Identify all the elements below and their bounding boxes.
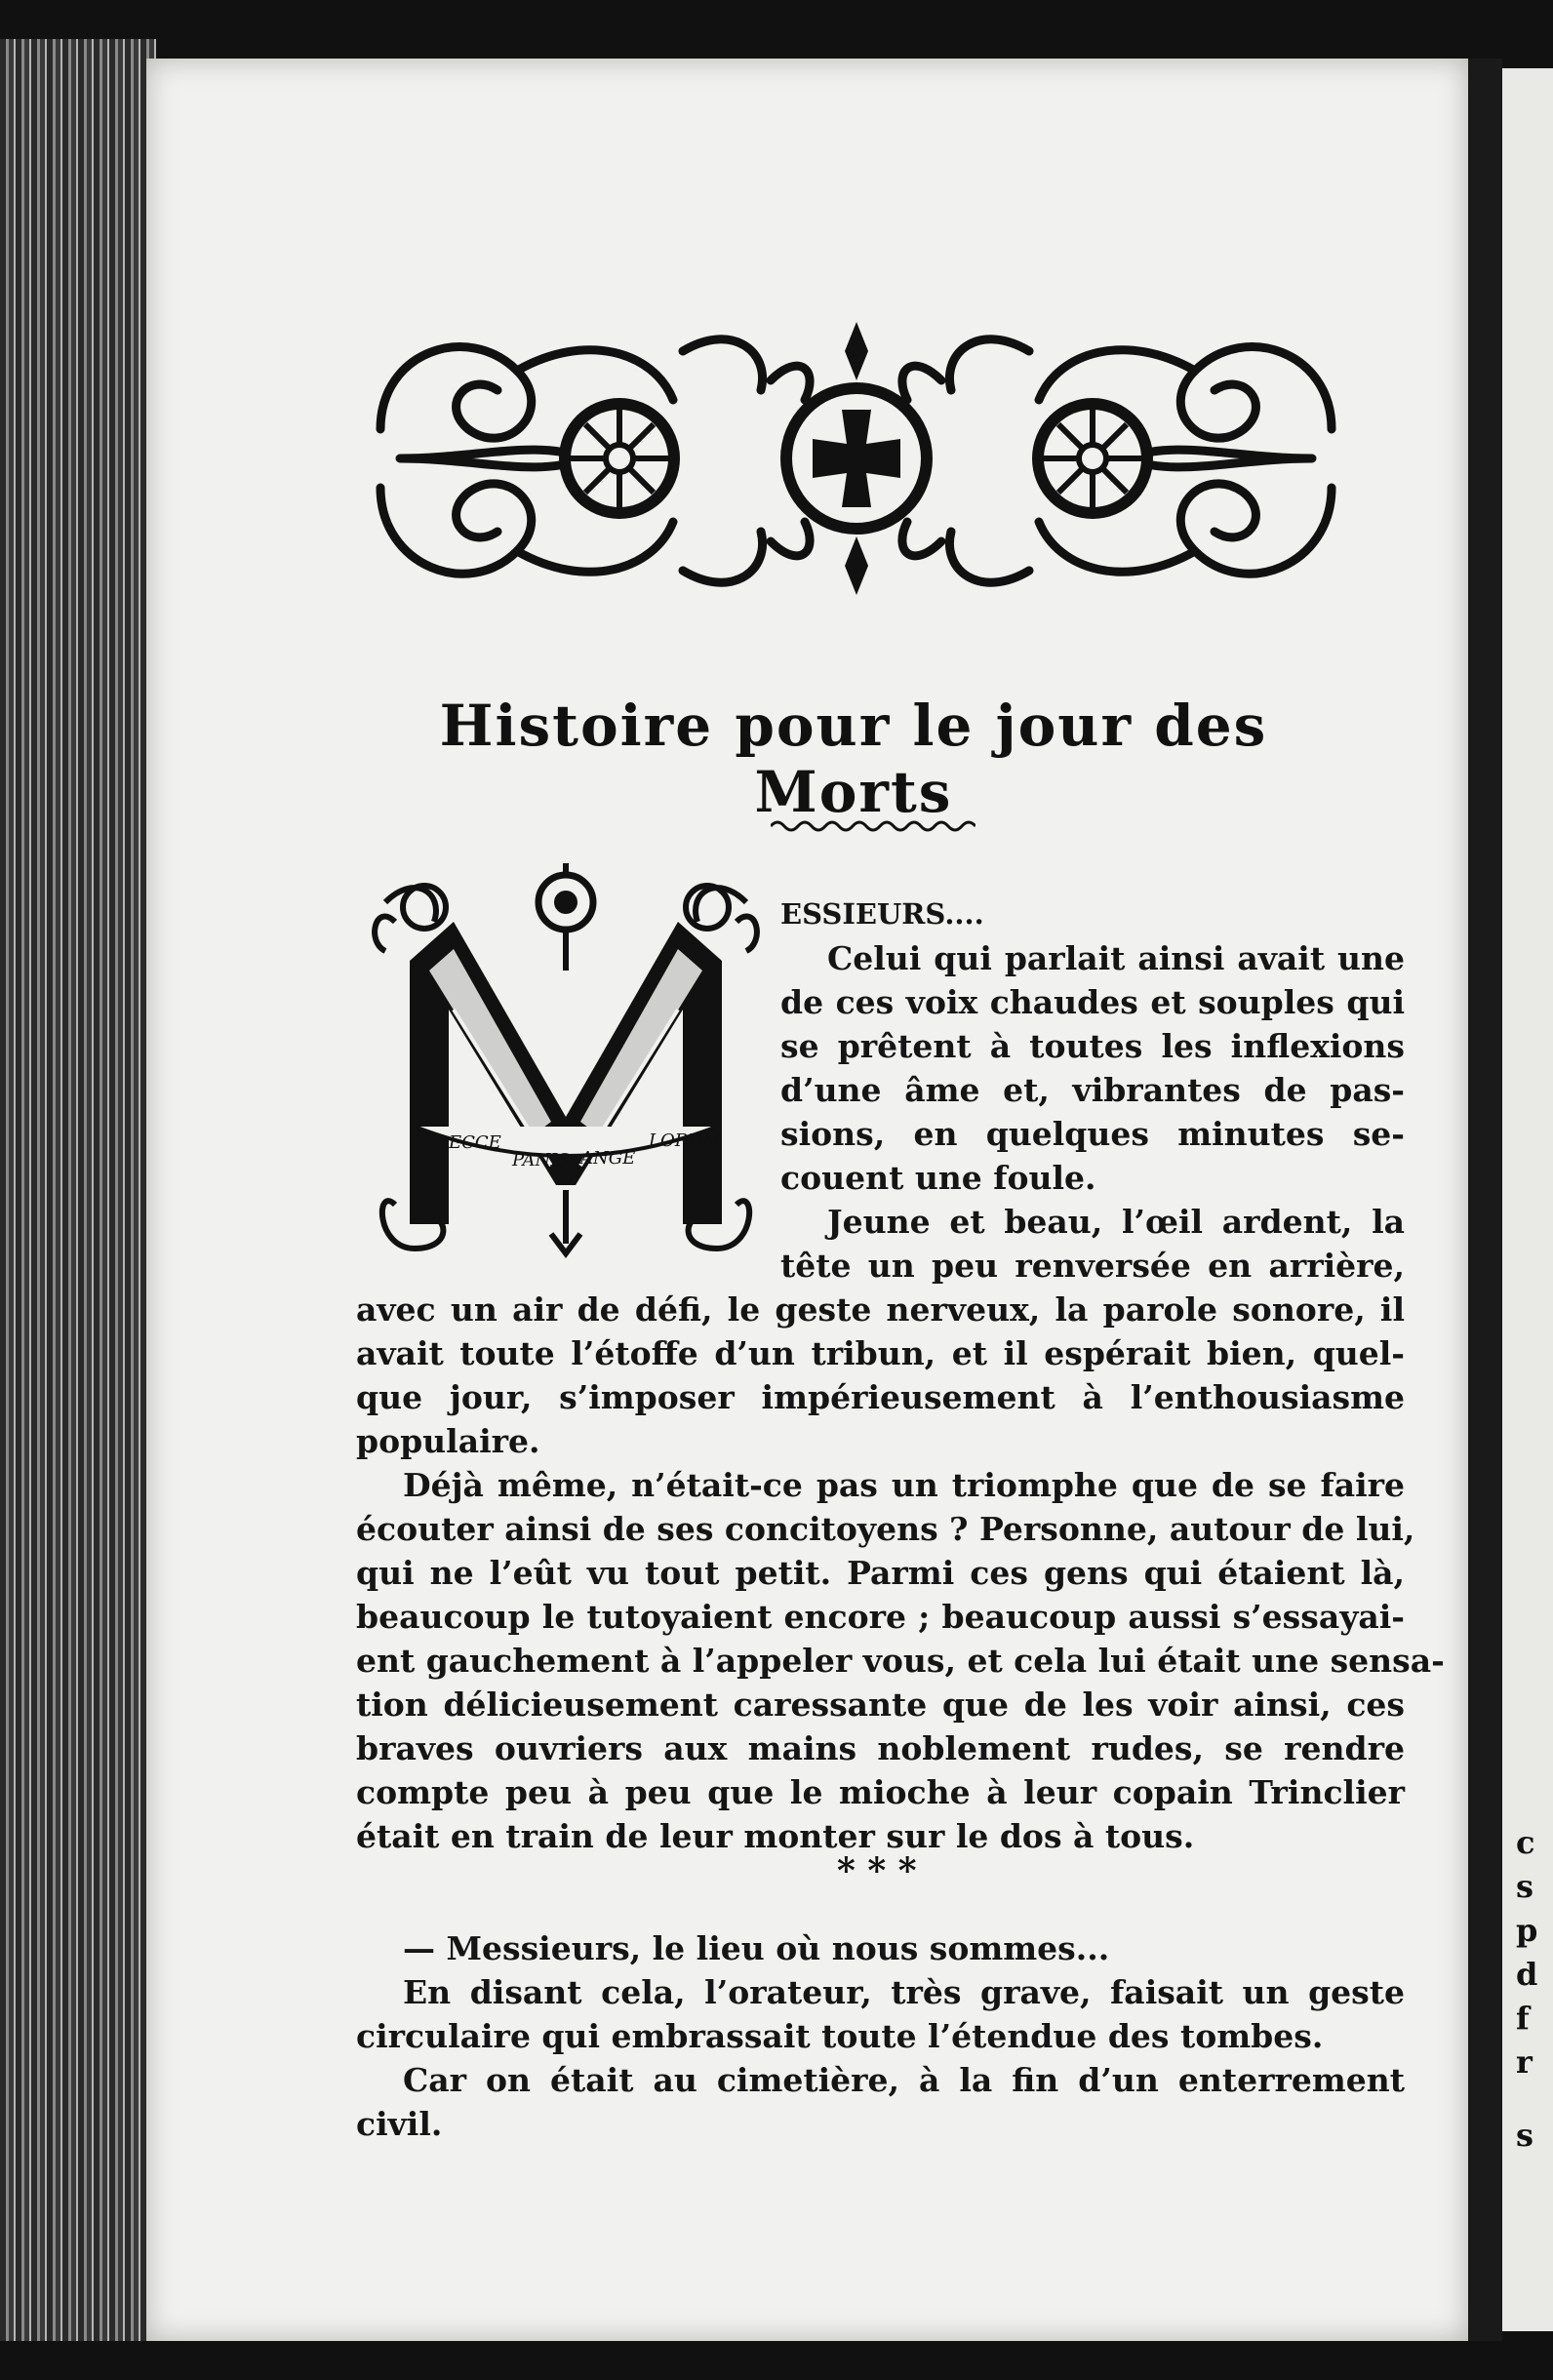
- next-page-letter: s: [1516, 2117, 1534, 2154]
- text-line: était en train de leur monter sur le dos à tous.: [356, 1817, 1195, 1855]
- next-page-letter: r: [1516, 2043, 1533, 2081]
- text-line: compte peu à peu que le mioche à leur copain Trinclier: [356, 1773, 1405, 1811]
- text-line: de ces voix chaudes et souples qui: [780, 983, 1405, 1021]
- text-line: ESSIEURS....: [780, 897, 984, 931]
- initial-letter: M: [565, 1068, 567, 1069]
- text-line: tion délicieusement caressante que de les voir ainsi, ces: [356, 1686, 1405, 1724]
- text-line: circulaire qui embrassait toute l’étendue des tombes.: [356, 2017, 1324, 2055]
- book-gutter: [1468, 59, 1502, 2341]
- text-line: Jeune et beau, l’œil ardent, la: [827, 1203, 1405, 1241]
- text-line: civil.: [356, 2105, 443, 2143]
- banner-word: ANGE: [580, 1148, 636, 1169]
- chapter-title: Histoire pour le jour des Morts: [439, 693, 1268, 825]
- next-page-letter: f: [1516, 2000, 1530, 2037]
- lead-paragraph: [780, 892, 1405, 1288]
- text-line: Déjà même, n’était-ce pas un triomphe que de se faire: [403, 1466, 1405, 1504]
- text-line: couent une foule.: [780, 1159, 1096, 1197]
- text-line: sions, en quelques minutes se-: [780, 1115, 1405, 1153]
- closing-paragraphs: [356, 1926, 1405, 2146]
- text-line: se prêtent à toutes les inflexions: [780, 1027, 1405, 1065]
- next-page-edge: [1502, 68, 1553, 2331]
- text-line: tête un peu renversée en arrière,: [780, 1247, 1405, 1285]
- section-break-stars: * * *: [837, 1850, 917, 1891]
- ornamental-headpiece: [361, 312, 1351, 610]
- illuminated-initial-m: [356, 863, 776, 1273]
- text-line: qui ne l’eût vu tout petit. Parmi ces gens qui étaient là,: [356, 1554, 1405, 1592]
- text-line: d’une âme et, vibrantes de pas-: [780, 1071, 1405, 1109]
- text-line: avait toute l’étoffe d’un tribun, et il espérait bien, quel-: [356, 1334, 1405, 1372]
- text-line: beaucoup le tutoyaient encore ; beaucoup aussi s’essayai-: [356, 1598, 1405, 1636]
- text-line: Celui qui parlait ainsi avait une: [827, 939, 1405, 977]
- banner-word: LORUM: [649, 1130, 721, 1151]
- text-line: avec un air de défi, le geste nerveux, la parole sonore, il: [356, 1290, 1405, 1329]
- next-page-letter: s: [1516, 1868, 1534, 1905]
- next-page-letter: d: [1516, 1956, 1538, 1993]
- banner-word: ECCE: [449, 1132, 501, 1153]
- text-line: braves ouvriers aux mains noblement rudes, se rendre: [356, 1729, 1405, 1767]
- book-page-edges: [0, 39, 156, 2341]
- text-line: En disant cela, l’orateur, très grave, faisait un geste: [403, 1973, 1405, 2011]
- main-paragraphs: [356, 1288, 1445, 1858]
- next-page-letter: c: [1516, 1824, 1535, 1861]
- text-line: — Messieurs, le lieu où nous sommes...: [403, 1929, 1110, 1967]
- decorative-rule: [771, 814, 976, 834]
- text-line: Car on était au cimetière, à la fin d’un enterrement: [403, 2061, 1405, 2099]
- text-line: écouter ainsi de ses concitoyens ? Personne, autour de lui,: [356, 1510, 1415, 1548]
- next-page-letter: p: [1516, 1912, 1538, 1949]
- text-line: populaire.: [356, 1422, 540, 1460]
- text-line: ent gauchement à l’appeler vous, et cela lui était une sensa-: [356, 1642, 1445, 1680]
- text-line: que jour, s’imposer impérieusement à l’enthousiasme: [356, 1378, 1405, 1416]
- banner-word: PANIS: [512, 1150, 570, 1170]
